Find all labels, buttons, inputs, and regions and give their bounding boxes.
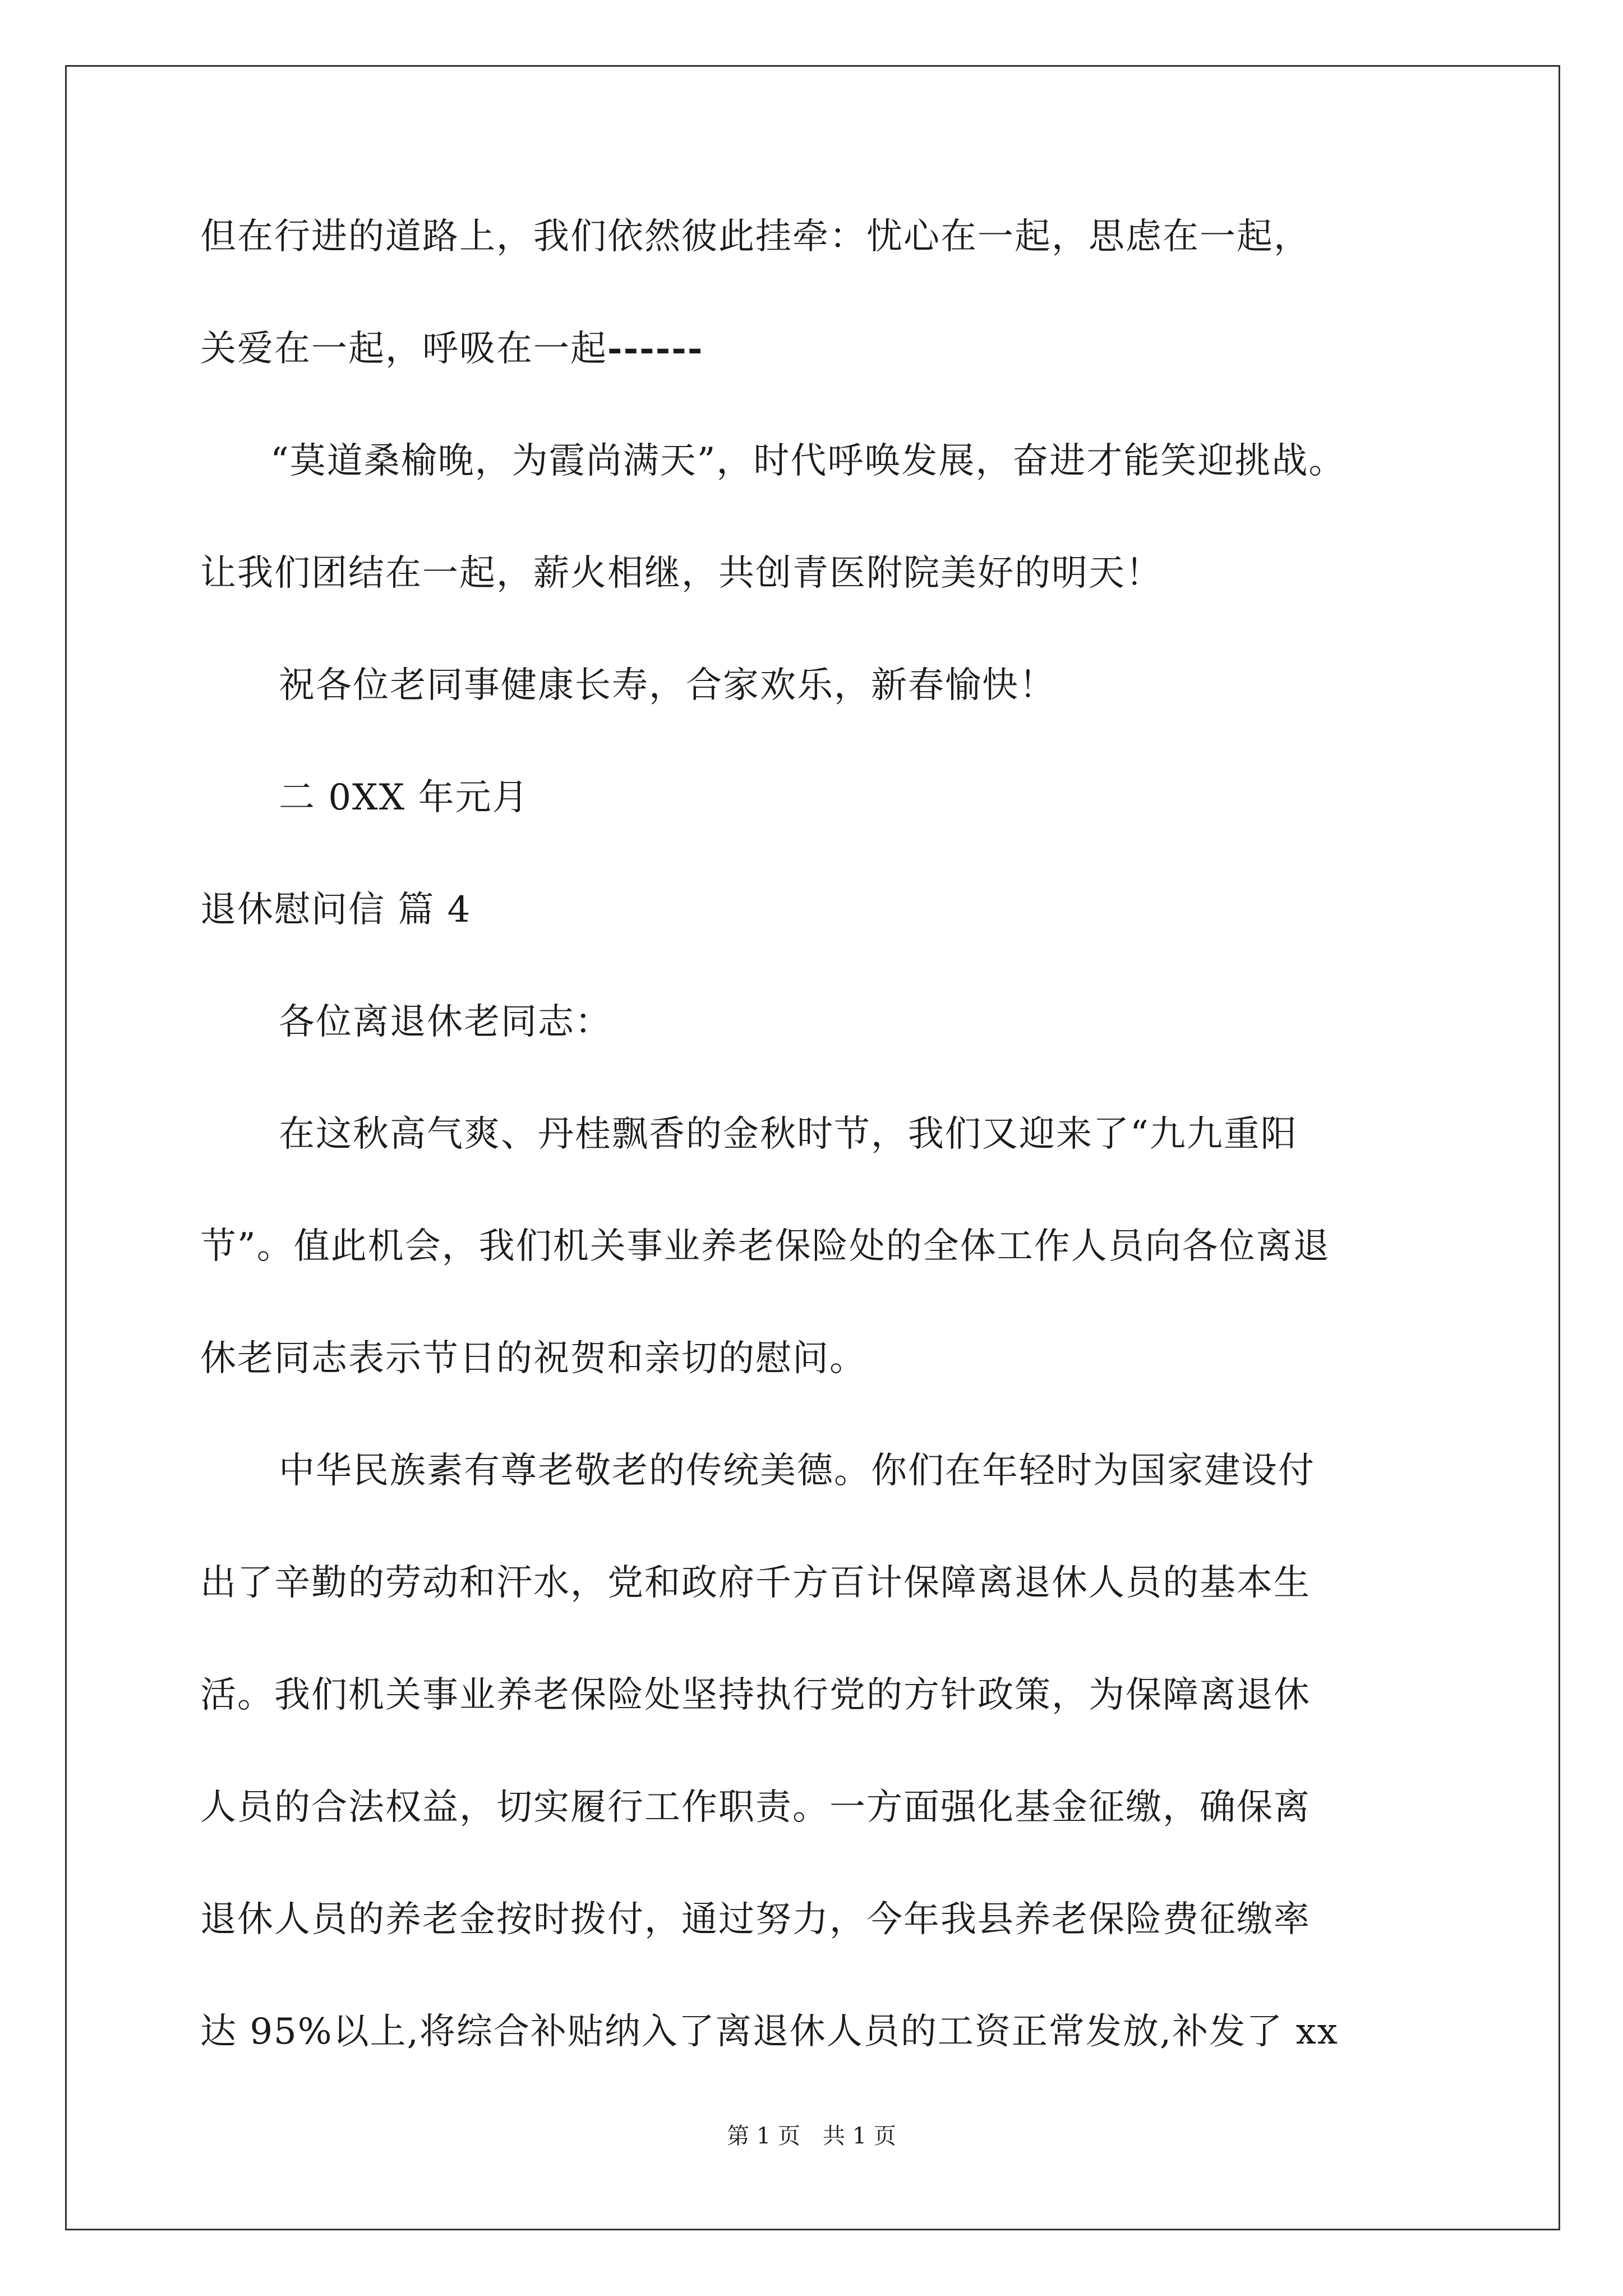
- text-line: 在这秋高气爽、丹桂飘香的金秋时节，我们又迎来了“九九重阳: [279, 1114, 1298, 1155]
- text-line: 中华民族素有尊老敬老的传统美德。你们在年轻时为国家建设付: [279, 1450, 1315, 1492]
- text-line-content: 关爱在一起，呼吸在一起: [200, 328, 607, 370]
- text-line: 节”。值此机会，我们机关事业养老保险处的全体工作人员向各位离退: [200, 1226, 1330, 1267]
- text-line: 活。我们机关事业养老保险处坚持执行党的方针政策，为保障离退休: [200, 1674, 1311, 1716]
- text-line: 达 95%以上,将综合补贴纳入了离退休人员的工资正常发放,补发了 xx: [200, 2011, 1339, 2053]
- page-total: 共 1 页: [823, 2123, 896, 2149]
- text-line: 休老同志表示节日的祝贺和亲切的慰问。: [200, 1338, 866, 1379]
- page-footer: [0, 2125, 1623, 2147]
- text-line: “莫道桑榆晚，为霞尚满天”，时代呼唤发展，奋进才能笑迎挑战。: [270, 440, 1346, 482]
- text-line: 人员的合法权益，切实履行工作职责。一方面强化基金征缴，确保离: [200, 1787, 1311, 1828]
- text-line: 出了辛勤的劳动和汗水，党和政府千方百计保障离退休人员的基本生: [200, 1562, 1311, 1604]
- date-line: 二 0XX 年元月: [279, 777, 529, 818]
- text-line: [200, 328, 1490, 370]
- page-number: 第 1 页: [727, 2123, 800, 2149]
- text-line: 让我们团结在一起，薪火相继，共创青医附院美好的明天！: [200, 553, 1163, 594]
- text-line: 但在行进的道路上，我们依然彼此挂牵：忧心在一起，思虑在一起，: [200, 216, 1311, 257]
- salutation: 各位离退休老同志：: [279, 1001, 612, 1043]
- section-heading: 退休慰问信 篇 4: [200, 889, 472, 931]
- dash-mark: ------: [607, 328, 704, 370]
- text-line: 退休人员的养老金按时拨付，通过努力，今年我县养老保险费征缴率: [200, 1899, 1311, 1940]
- text-line: 祝各位老同事健康长寿，合家欢乐，新春愉快！: [279, 665, 1056, 706]
